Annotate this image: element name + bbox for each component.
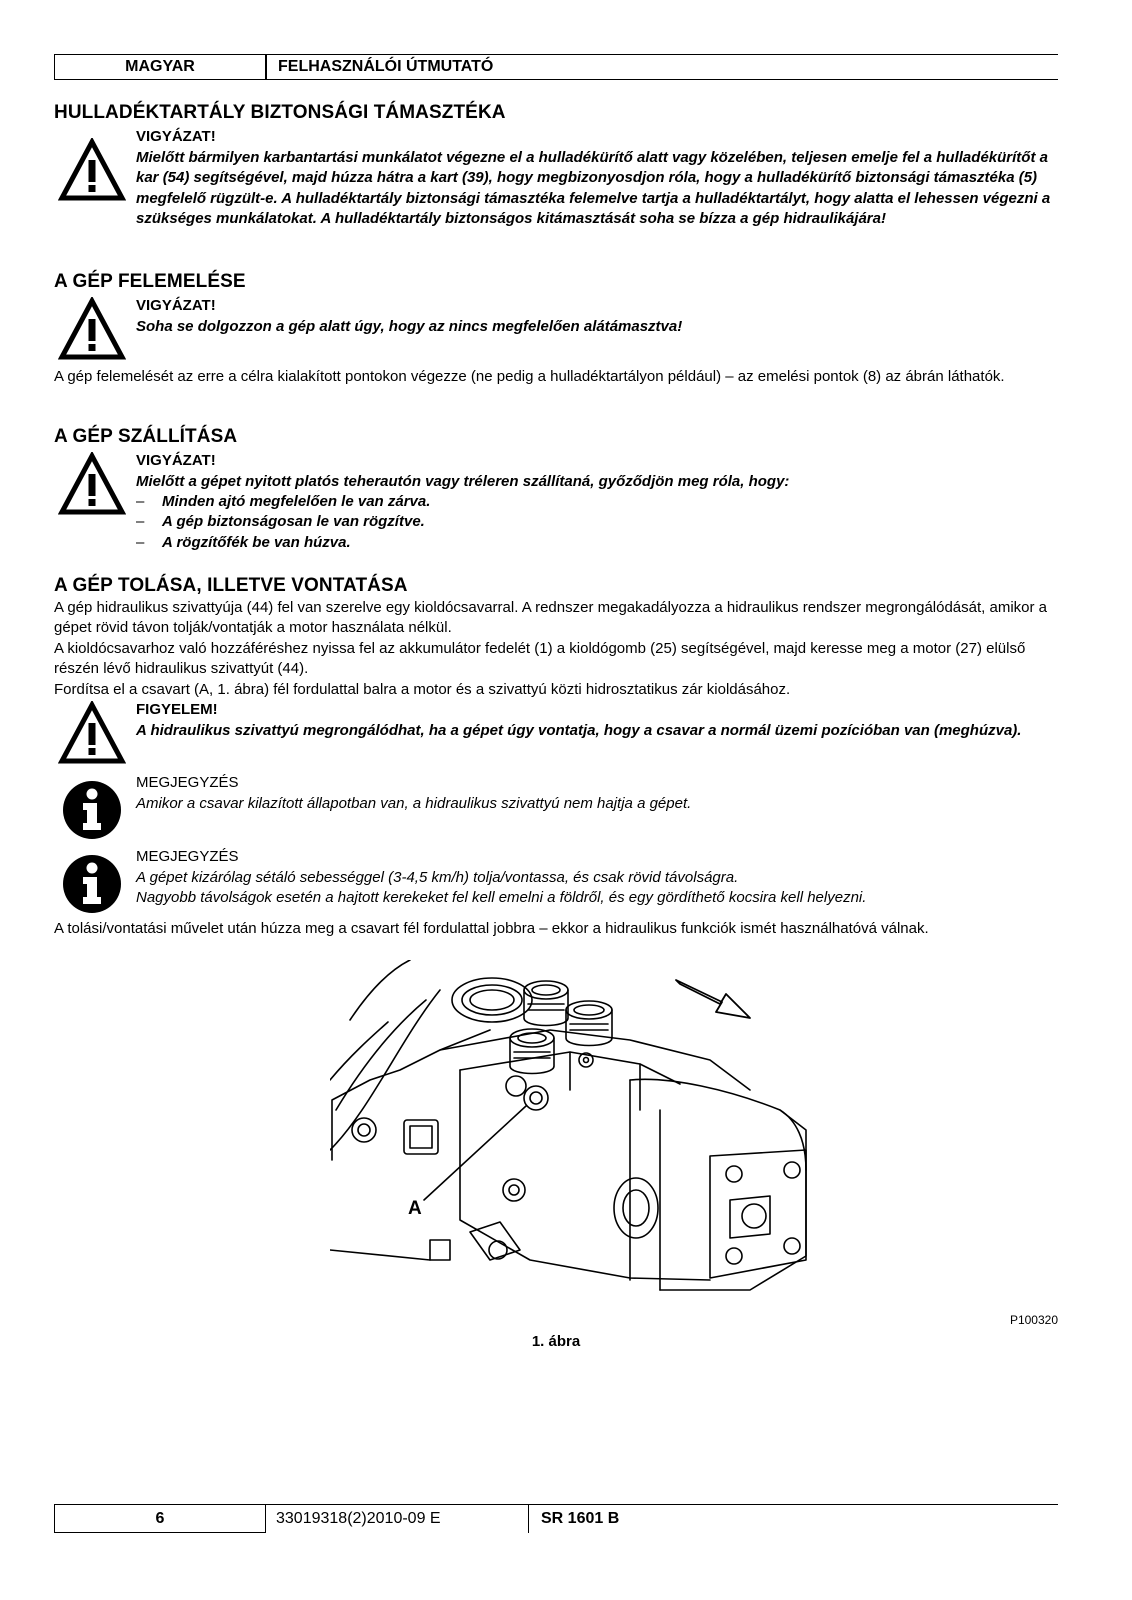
figure-caption: 1. ábra	[531, 1333, 581, 1350]
warning-triangle-icon	[58, 297, 126, 361]
header-title: FELHASZNÁLÓI ÚTMUTATÓ	[266, 54, 1058, 80]
note-block-2	[54, 848, 1058, 914]
transport-checklist	[136, 492, 1056, 553]
warning-text: Mielőtt bármilyen karbantartási munkálatot végezne el a hulladékürítő alatt vagy közelében, teljesen emelje fel a hulladékürítőt a kar (54) segítségével, majd húzza hátra a kart (39), hogy megbizonyosdjon róla, hogy a hulladékürítő biztonsági támasztéka (5) megfelelő rügzült-e. A hulladéktartály biztonsági támasztéka felemelve tartja a hulladéktartályt, hogy alatta el lehessen végezni a szükséges munkálatokat. A hulladéktartály biztonságos kitámasztását soha se bízza a gép hidraulikájára!	[136, 149, 1051, 228]
warning-triangle-icon	[58, 138, 126, 202]
caution-title: FIGYELEM!	[136, 701, 218, 718]
lifting-paragraph: A gép felemelését az erre a célra kialakított pontokon végezze (ne pedig a hulladéktartályon például) – az emelési pontok (8) az ábrán láthatók.	[54, 368, 1005, 385]
towing-final-paragraph: A tolási/vontatási művelet után húzza meg a csavart fél fordulattal jobbra – ekkor a hidraulikus funkciók ismét használhatóvá válnak.	[54, 920, 929, 937]
note-text: Amikor a csavar kilazított állapotban van, a hidraulikus szivattyú nem hajtja a gépet.	[136, 795, 692, 812]
hydraulic-pump-drawing	[330, 960, 812, 1296]
note-text	[136, 868, 1056, 909]
note-line: A gépet kizárólag sétáló sebességgel (3-4,5 km/h) tolja/vontassa, és csak rövid távolságra.	[136, 869, 739, 886]
page-header	[54, 54, 1058, 80]
section-heading-lifting: A GÉP FELEMELÉSE	[54, 271, 246, 292]
caution-text: A hidraulikus szivattyú megrongálódhat, ha a gépet úgy vontatja, hogy a csavar a normál üzemi pozícióban van (meghúzva).	[136, 722, 1022, 739]
note-title: MEGJEGYZÉS	[136, 848, 239, 865]
warning-block-2	[54, 297, 1058, 363]
warning-title: VIGYÁZAT!	[136, 128, 216, 145]
note-line: Nagyobb távolságok esetén a hajtott kerekeket fel kell emelni a földről, és egy gördíthető kocsira kell helyezni.	[136, 889, 867, 907]
list-item: – A gép biztonságosan le van rögzítve.	[136, 513, 425, 531]
caution-block	[54, 701, 1058, 767]
footer-doc-code: 33019318(2)2010-09 E	[276, 1510, 441, 1527]
paragraph: A kioldócsavarhoz való hozzáféréshez nyissa fel az akkumulátor fedelét (1) a kioldógomb (25) segítségével, majd keresse meg a motor (27) elülső részén lévő hidraulikus szivattyút (44).	[54, 639, 1026, 678]
info-icon	[62, 780, 122, 840]
section-heading-towing: A GÉP TOLÁSA, ILLETVE VONTATÁSA	[54, 575, 408, 596]
paragraph: A gép hidraulikus szivattyúja (44) fel van szerelve egy kioldócsavarral. A rednszer megakadályozza a hidraulikus rendszer megrongálódását, amikor a gépet rövid távon tolják/vontatják a motor használata nélkül.	[54, 599, 1048, 637]
page-footer	[54, 1504, 1058, 1533]
list-item: – A rögzítőfék be van húzva.	[136, 533, 351, 551]
warning-title: VIGYÁZAT!	[136, 297, 216, 314]
warning-block-1	[54, 128, 1058, 254]
figure-code: P100320	[1009, 1313, 1058, 1327]
note-block-1	[54, 774, 1058, 840]
warning-triangle-icon	[58, 452, 126, 516]
warning-title: VIGYÁZAT!	[136, 452, 216, 469]
info-icon	[62, 854, 122, 914]
warning-text: Soha se dolgozzon a gép alatt úgy, hogy az nincs megfelelően alátámasztva!	[136, 318, 683, 335]
figure-label-a: A	[408, 1198, 422, 1219]
header-language: MAGYAR	[54, 54, 266, 80]
warning-block-3	[54, 452, 1058, 552]
note-title: MEGJEGYZÉS	[136, 774, 239, 791]
section-heading-waste-bin-support: HULLADÉKTARTÁLY BIZTONSÁGI TÁMASZTÉKA	[54, 102, 506, 123]
paragraph: Fordítsa el a csavart (A, 1. ábra) fél fordulattal balra a motor és a szivattyú közti hidrosztatikus zár kioldásához.	[54, 680, 791, 698]
warning-triangle-icon	[58, 701, 126, 765]
footer-page-number: 6	[54, 1505, 266, 1533]
footer-model: SR 1601 B	[528, 1505, 1058, 1533]
towing-paragraphs	[54, 598, 1058, 700]
warning-text: Mielőtt a gépet nyitott platós teherautón vagy tréleren szállítaná, győződjön meg róla, hogy:	[136, 473, 790, 490]
section-heading-transport: A GÉP SZÁLLÍTÁSA	[54, 426, 238, 447]
list-item: – Minden ajtó megfelelően le van zárva.	[136, 493, 431, 510]
